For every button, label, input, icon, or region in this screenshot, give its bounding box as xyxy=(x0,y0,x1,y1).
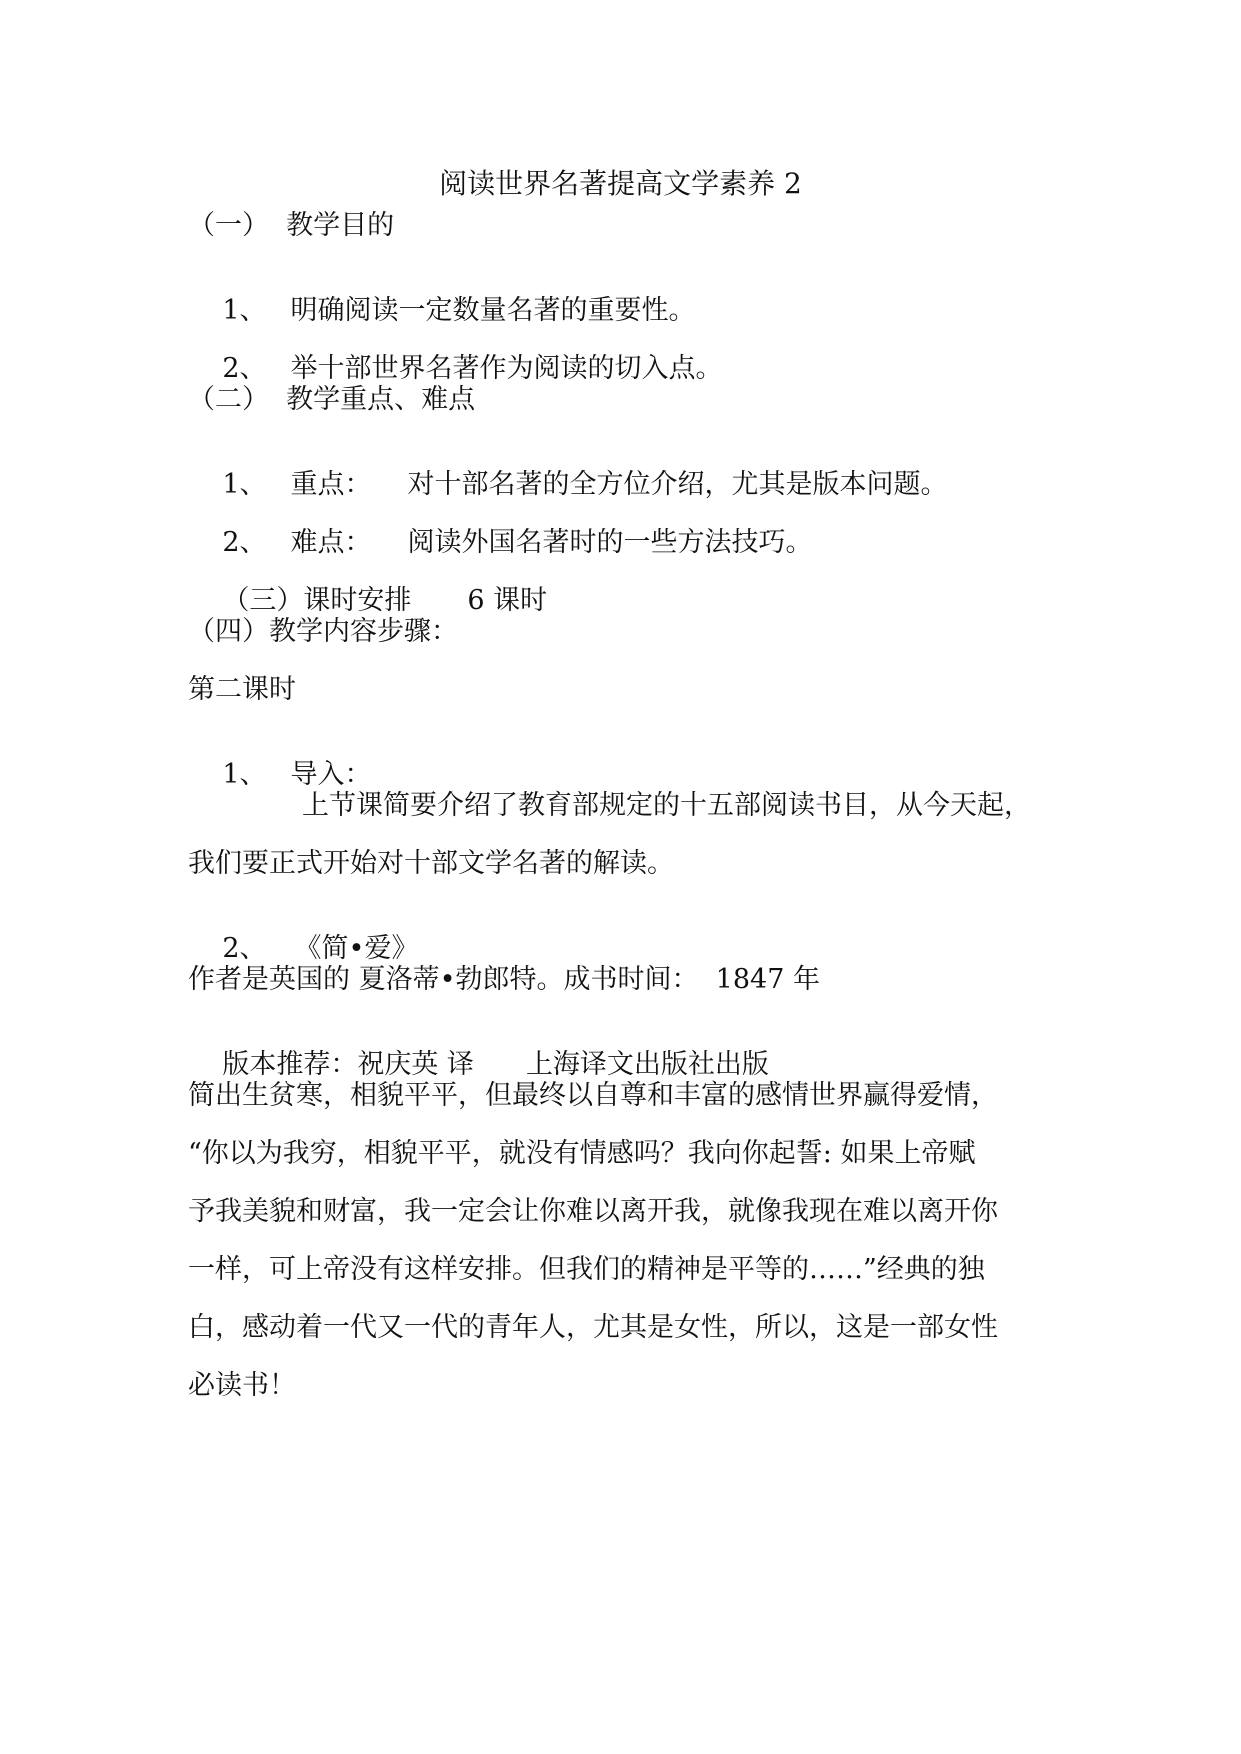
body-line-2: “你以为我穷，相貌平平，就没有情感吗？我向你起誓: 如果上帝赋 xyxy=(188,1138,976,1169)
body-line-3: 予我美貌和财富，我一定会让你难以离开我，就像我现在难以离开你 xyxy=(188,1196,998,1227)
item-text: 举十部世界名著作为阅读的切入点。 xyxy=(290,353,723,384)
item-number: 1、 xyxy=(222,295,267,326)
body-line-6: 必读书！ xyxy=(188,1370,296,1401)
step-label: 导入： xyxy=(290,759,372,790)
body-line-5: 白，感动着一代又一代的青年人，尤其是女性，所以，这是一部女性 xyxy=(188,1312,998,1343)
lesson-heading: 第二课时 xyxy=(188,674,296,705)
intro-paragraph-line-2: 我们要正式开始对十部文学名著的解读。 xyxy=(188,848,674,879)
section-1-heading: （一） 教学目的 xyxy=(188,210,395,241)
item-text: 明确阅读一定数量名著的重要性。 xyxy=(290,295,696,326)
section-2-heading: （二） 教学重点、难点 xyxy=(188,384,476,415)
class-hours-value: 6 课时 xyxy=(467,585,548,616)
item-number: 2、 xyxy=(222,527,267,558)
book-title: 《简•爱》 xyxy=(294,933,419,964)
item-text: 对十部名著的全方位介绍，尤其是版本问题。 xyxy=(407,469,948,500)
body-line-1: 简出生贫寒，相貌平平，但最终以自尊和丰富的感情世界赢得爱情， xyxy=(188,1080,998,1111)
author-line: 作者是英国的 夏洛蒂•勃郎特。成书时间： 1847 年 xyxy=(188,964,820,995)
item-number: 1、 xyxy=(222,469,267,500)
section-4-heading: （四）教学内容步骤： xyxy=(188,616,458,647)
edition-publisher: 上海译文出版社出版 xyxy=(525,1049,769,1080)
document-title: 阅读世界名著提高文学素养 2 xyxy=(439,167,802,200)
body-line-4: 一样，可上帝没有这样安排。但我们的精神是平等的……”经典的独 xyxy=(188,1254,985,1285)
section-3-heading: （三）课时安排 xyxy=(222,585,412,616)
intro-paragraph-line-1: 上节课简要介绍了教育部规定的十五部阅读书目，从今天起， xyxy=(302,790,1031,821)
item-number: 2、 xyxy=(222,353,267,384)
item-text: 阅读外国名著时的一些方法技巧。 xyxy=(407,527,813,558)
item-label: 难点： xyxy=(290,527,372,558)
item-label: 重点： xyxy=(290,469,372,500)
edition-label: 版本推荐：祝庆英 译 xyxy=(222,1049,474,1080)
item-number: 2、 xyxy=(222,933,267,964)
item-number: 1、 xyxy=(222,759,267,790)
